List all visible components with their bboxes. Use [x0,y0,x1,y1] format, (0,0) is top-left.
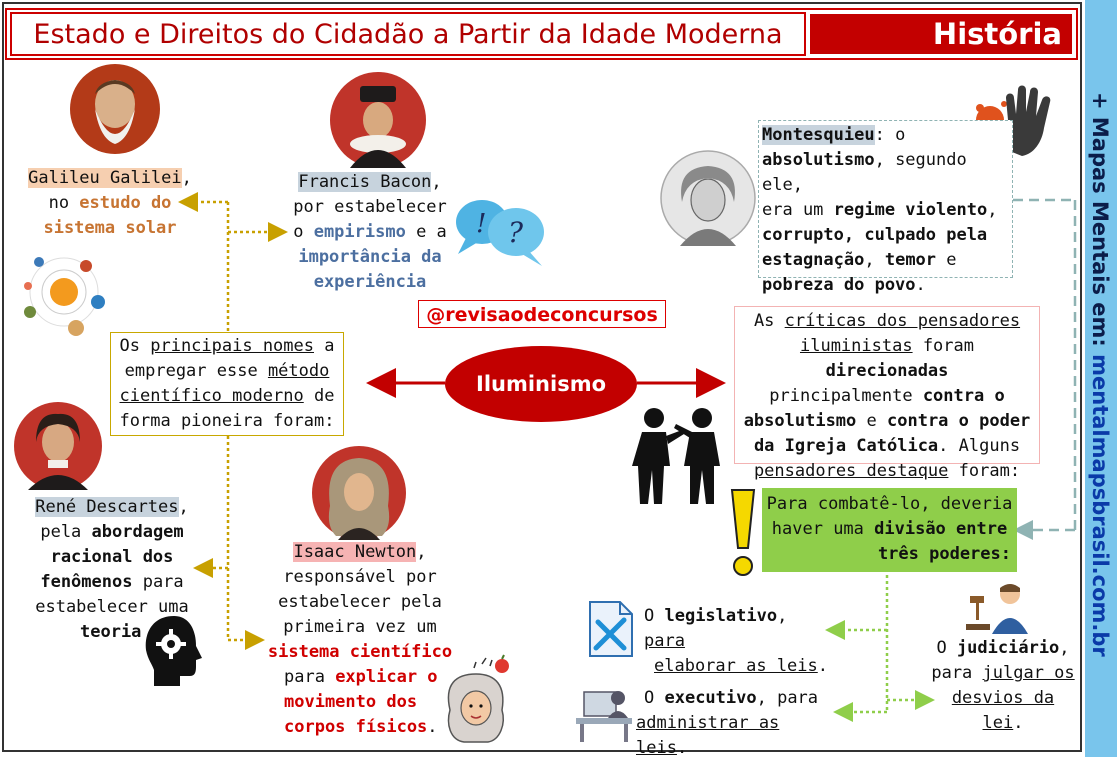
montesquieu-l2-b-text: absolutismo [762,150,875,170]
executivo-l2-c-text: . [676,738,688,758]
legislativo-l1-c-text: , [777,606,788,626]
right-box-l1-a-text: As [753,311,785,331]
right-box-l5-c-text: . Alguns [938,436,1021,456]
descartes-l5-text: estabelecer uma [35,597,189,617]
left-info-box [110,332,344,436]
newton-name-text: Isaac Newton [293,542,417,562]
right-box-l4-c-text: e [856,411,887,431]
descartes-l2-b-text: abordagem [91,522,184,542]
green-box-l3-text: três poderes: [877,544,1011,564]
left-box-l1-u-text: principais nomes [150,336,314,356]
montesquieu-l3-b-text: regime violento [833,200,988,220]
right-box-l2-b-text: foram [912,336,974,356]
thinking-head-icon [142,614,206,688]
descartes-comma-text: , [178,497,189,517]
newton-comma-text: , [416,542,427,562]
sidebar-url-link[interactable]: mentalmapsbrasil.com.br [1088,354,1112,657]
judiciario-l3-c-text: . [1013,713,1024,733]
judiciario-l2-a-text: para [931,663,983,683]
question-bubbles-icon [452,196,548,268]
solar-system-icon [14,250,114,340]
montesquieu-l4-text: corrupto, culpado pela [762,225,988,245]
right-box-l1-u-text: críticas dos pensadores [784,311,1021,331]
judiciario-l2-u-text: julgar os [982,663,1075,683]
executivo-text [636,686,832,761]
handle-tag [418,300,666,328]
judiciario-text [928,636,1078,736]
executivo-l1-b-text: executivo [664,688,757,708]
executivo-l2-u-text: administrar as leis [636,713,780,758]
bacon-portrait-icon [330,72,426,168]
montesquieu-l1-c-text: : o [874,125,906,145]
montesquieu-l3-c-text: , [987,200,998,220]
newton-portrait-icon [312,446,406,540]
three-powers-box [762,488,1017,572]
right-box-l6-c-text: foram: [948,461,1021,481]
newton-l2-text: responsável por [283,567,437,587]
left-box-l3-b-text: de [303,386,335,406]
executive-office-icon [574,680,634,744]
descartes-l2-a-text: pela [40,522,92,542]
legislativo-l2-c-text: . [817,656,829,676]
right-box-l2-c-text: direcionadas [825,361,949,381]
galileu-comma-text: , [181,168,192,188]
bacon-name-text: Francis Bacon [298,172,432,192]
judiciario-l3-u-text: desvios da lei [951,688,1055,733]
galileu-l2-o-text: estudo do [79,193,172,213]
bacon-l3-b-text: empirismo [313,222,406,242]
descartes-l3-text: racional dos [50,547,174,567]
svg-text:!: ! [476,209,487,239]
debating-people-icon [624,404,730,508]
judiciario-l1-c-text: , [1059,638,1070,658]
newton-l8-c-text: . [427,717,438,737]
descartes-l4-c-text: para [132,572,184,592]
montesquieu-l5-d-text: temor [884,250,937,270]
montesquieu-l2-c-text: , segundo ele, [762,150,967,195]
left-box-l2-u-text: método [267,361,330,381]
bacon-l3-c-text: e a [405,222,447,242]
newton-l6-a-text: para [284,667,336,687]
executivo-l1-c-text: , para [756,688,819,708]
legislativo-text [644,604,834,679]
legislative-document-icon [584,598,638,660]
left-box-l2-a-text: empregar esse [124,361,268,381]
left-box-l3-u-text: científico moderno [119,386,304,406]
right-box-l6-u-text: pensadores destaque [753,461,949,481]
central-topic [445,346,637,422]
newton-l3-text: estabelecer pela [278,592,442,612]
judge-gavel-icon [966,580,1036,634]
bacon-comma-text: , [431,172,442,192]
handle-text: @revisaodeconcursos [426,304,658,326]
bacon-l5-text: experiência [313,272,427,292]
judiciario-l1-a-text: O [936,638,957,658]
right-box-l3-a-text: principalmente [769,386,923,406]
descartes-portrait-icon [14,402,102,490]
green-box-l1-text: Para combatê-lo, deveria [766,494,1013,514]
galileu-text [20,166,200,241]
galileu-portrait-icon [70,64,160,154]
montesquieu-box [758,120,1013,295]
left-box-l4-text: forma pioneira foram: [119,411,335,431]
exclamation-icon [726,486,760,580]
subject-text: História [932,17,1062,51]
green-box-l2-b-text: divisão entre [874,519,1008,539]
bacon-l2-text: por estabelecer [293,197,447,217]
galileu-l2-a-text: no [48,193,80,213]
bacon-l3-a-text: o [293,222,314,242]
right-info-box [734,306,1040,481]
montesquieu-l3-a-text: era um [762,200,834,220]
bacon-text [270,170,470,295]
galileu-name-text: Galileu Galilei [28,168,182,188]
judiciario-l1-b-text: judiciário [956,638,1060,658]
galileu-l3-o-text: sistema solar [43,218,177,238]
descartes-name-text: René Descartes [35,497,179,517]
right-box-l4-d-text: contra o poder [887,411,1031,431]
right-box-l2-u-text: iluministas [799,336,913,356]
central-topic-label: Iluminismo [476,372,606,396]
newton-l8-r-text: corpos físicos [284,717,428,737]
left-box-l1-b-text: a [314,336,335,356]
executivo-l1-a-text: O [644,688,665,708]
legislativo-l1-b-text: legislativo [664,606,778,626]
newton-l5-text: sistema científico [267,642,453,662]
montesquieu-l5-e-text: e [936,250,957,270]
descartes-l4-b-text: fenômenos [40,572,133,592]
legislativo-l1-a-text: O [644,606,665,626]
sidebar-prefix: + Mapas Mentais em: [1088,92,1112,355]
newton-text [258,540,462,740]
newton-l6-r-text: explicar o [335,667,438,687]
montesquieu-l6-text: pobreza do povo [762,275,916,295]
montesquieu-portrait-icon [660,150,756,246]
newton-l7-text: movimento dos [284,692,418,712]
green-box-l2-a-text: haver uma [771,519,875,539]
legislativo-l2-u-text: elaborar as leis [654,656,818,676]
montesquieu-l5-b-text: estagnação [762,250,865,270]
bacon-l4-text: importância da [298,247,442,267]
page-title-text: Estado e Direitos do Cidadão a Partir da Idade Moderna [33,18,783,50]
legislativo-l1-u-text: para [644,631,685,651]
newton-cartoon-icon [440,654,520,744]
right-box-l3-b-text: contra o [922,386,1005,406]
newton-l4-text: primeira vez um [283,617,437,637]
right-box-l4-b-text: absolutismo [743,411,857,431]
left-box-l1-a-text: Os [119,336,151,356]
montesquieu-l5-c-text: , [864,250,885,270]
right-box-l5-b-text: da Igreja Católica [753,436,939,456]
descartes-l6-text: teoria [80,622,142,642]
svg-text:?: ? [508,216,524,249]
montesquieu-l6-c-text: . [915,275,926,295]
montesquieu-name-text: Montesquieu [762,125,875,145]
